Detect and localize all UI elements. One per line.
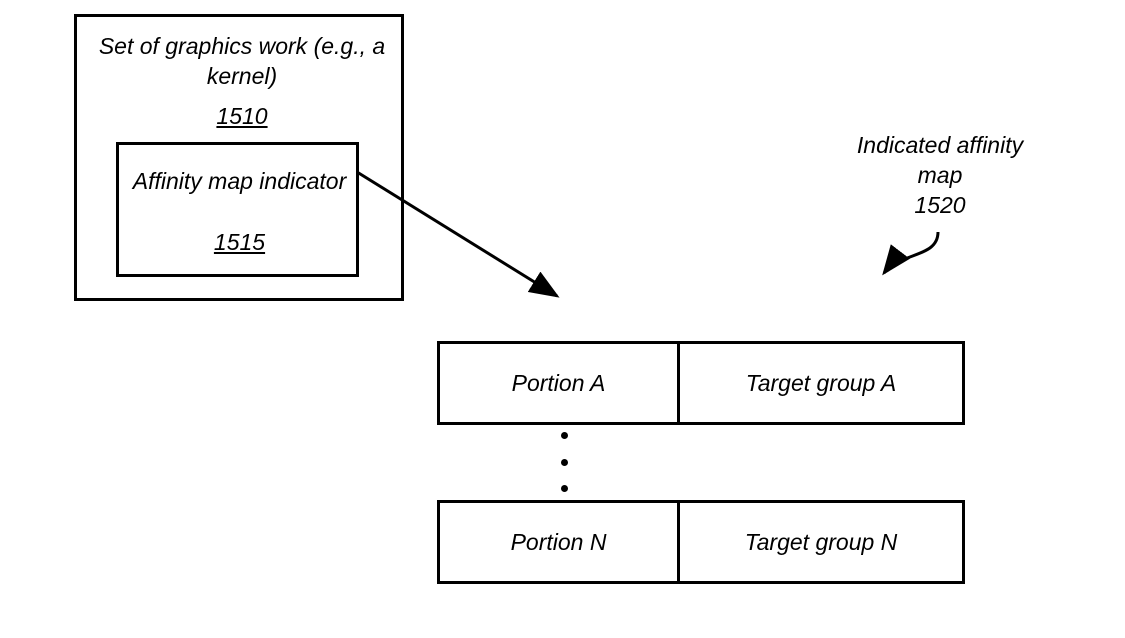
target-group-cell: Target group A — [745, 369, 897, 396]
affinity-map-indicator-reference: 1515 — [213, 229, 266, 255]
kernel-box — [74, 14, 404, 301]
arrow-callout-to-map — [884, 232, 938, 273]
table-row — [437, 500, 965, 584]
table-row — [437, 341, 965, 425]
portion-cell: Portion A — [440, 344, 680, 422]
indicated-affinity-map-label: Indicated affinity map — [856, 132, 1024, 188]
kernel-box-reference: 1510 — [216, 103, 268, 129]
portion-cell: Portion N — [440, 503, 680, 581]
target-group-cell: Target group N — [744, 528, 898, 555]
vertical-ellipsis-icon — [549, 432, 579, 492]
indicated-affinity-map-reference: 1520 — [914, 192, 966, 218]
affinity-map-indicator-box — [116, 142, 359, 277]
kernel-box-title: Set of graphics work (e.g., a kernel) — [98, 33, 386, 89]
affinity-map-indicator-title: Affinity map indicator — [132, 168, 347, 194]
